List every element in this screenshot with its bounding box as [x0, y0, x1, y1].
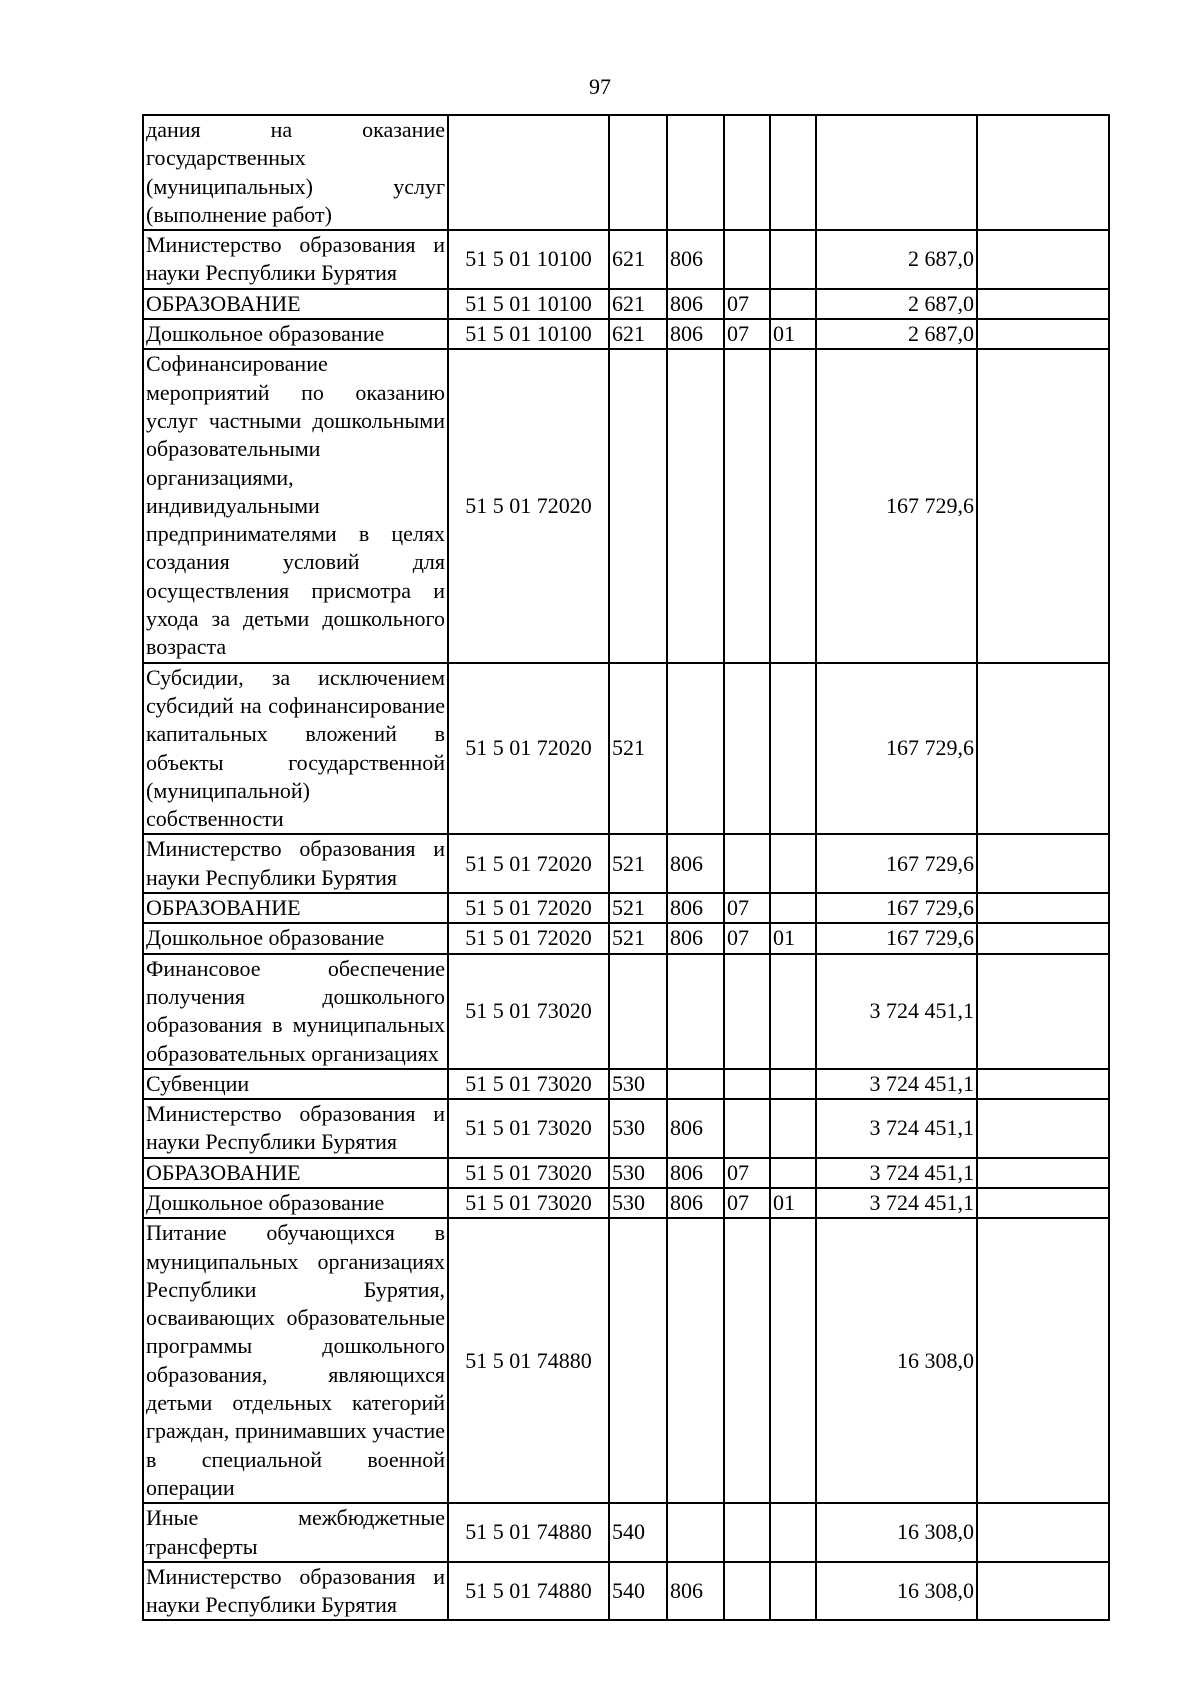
table-row: [143, 289, 1109, 319]
row-section-cell: [724, 663, 770, 835]
row-ministry-code-cell: [667, 954, 724, 1069]
row-section-cell: [724, 230, 770, 289]
row-name-cell: Министерство образования и науки Республики Бурятия: [143, 1099, 448, 1158]
row-expense-type-cell: 621: [609, 230, 667, 289]
row-name-cell: Дошкольное образование: [143, 319, 448, 349]
row-subsection-cell: [770, 1218, 816, 1503]
row-expense-type-cell: [609, 349, 667, 662]
table-row: [143, 115, 1109, 230]
row-sum-cell: 3 724 451,1: [816, 1099, 977, 1158]
row-name-cell: Министерство образования и науки Республики Бурятия: [143, 834, 448, 893]
row-ministry-code-cell: 806: [667, 1562, 724, 1621]
row-code-cell: 51 5 01 74880: [448, 1503, 609, 1562]
row-name-cell: ОБРАЗОВАНИЕ: [143, 289, 448, 319]
row-extra-cell: [977, 1503, 1109, 1562]
row-extra-cell: [977, 319, 1109, 349]
row-expense-type-cell: [609, 954, 667, 1069]
row-expense-type-cell: [609, 115, 667, 230]
table-row: [143, 1099, 1109, 1158]
row-ministry-code-cell: 806: [667, 1099, 724, 1158]
row-ministry-code-cell: 806: [667, 289, 724, 319]
row-ministry-code-cell: [667, 115, 724, 230]
row-subsection-cell: [770, 349, 816, 662]
row-ministry-code-cell: 806: [667, 230, 724, 289]
row-extra-cell: [977, 230, 1109, 289]
row-expense-type-cell: [609, 1218, 667, 1503]
page-number: 97: [589, 74, 611, 99]
row-sum-cell: 2 687,0: [816, 289, 977, 319]
row-extra-cell: [977, 1099, 1109, 1158]
row-ministry-code-cell: [667, 349, 724, 662]
row-extra-cell: [977, 893, 1109, 923]
row-name-cell: Дошкольное образование: [143, 1188, 448, 1218]
row-subsection-cell: 01: [770, 923, 816, 953]
row-sum-cell: 167 729,6: [816, 834, 977, 893]
row-expense-type-cell: 530: [609, 1158, 667, 1188]
row-sum-cell: 16 308,0: [816, 1218, 977, 1503]
row-subsection-cell: [770, 115, 816, 230]
row-ministry-code-cell: 806: [667, 319, 724, 349]
row-name-cell: дания на оказание государственных (муниципальных) услуг (выполнение работ): [143, 115, 448, 230]
row-name-cell: Дошкольное образование: [143, 923, 448, 953]
row-expense-type-cell: 521: [609, 663, 667, 835]
row-expense-type-cell: 540: [609, 1503, 667, 1562]
table-row: [143, 1218, 1109, 1503]
row-section-cell: [724, 115, 770, 230]
row-code-cell: 51 5 01 73020: [448, 1158, 609, 1188]
row-ministry-code-cell: [667, 1503, 724, 1562]
row-name-cell: Субвенции: [143, 1069, 448, 1099]
row-name-cell: Питание обучающихся в муниципальных организациях Республики Бурятия, осваивающих образовательные программы дошкольного образования, являющихся детьми отдельных категорий граждан, принимавших участие в специальной военной операции: [143, 1218, 448, 1503]
row-code-cell: 51 5 01 73020: [448, 1099, 609, 1158]
table-row: [143, 1188, 1109, 1218]
row-subsection-cell: 01: [770, 1188, 816, 1218]
row-extra-cell: [977, 663, 1109, 835]
row-section-cell: 07: [724, 289, 770, 319]
row-ministry-code-cell: 806: [667, 1188, 724, 1218]
row-code-cell: 51 5 01 10100: [448, 230, 609, 289]
row-extra-cell: [977, 349, 1109, 662]
row-subsection-cell: [770, 893, 816, 923]
row-section-cell: 07: [724, 923, 770, 953]
row-name-cell: Финансовое обеспечение получения дошкольного образования в муниципальных образовательных организациях: [143, 954, 448, 1069]
table-row: [143, 349, 1109, 662]
row-name-cell: Министерство образования и науки Республики Бурятия: [143, 230, 448, 289]
table-row: [143, 923, 1109, 953]
row-section-cell: 07: [724, 1158, 770, 1188]
row-code-cell: 51 5 01 72020: [448, 663, 609, 835]
row-extra-cell: [977, 1069, 1109, 1099]
row-extra-cell: [977, 115, 1109, 230]
row-code-cell: 51 5 01 74880: [448, 1218, 609, 1503]
row-subsection-cell: [770, 1069, 816, 1099]
row-section-cell: 07: [724, 319, 770, 349]
table-row: [143, 663, 1109, 835]
row-expense-type-cell: 621: [609, 319, 667, 349]
table-row: [143, 954, 1109, 1069]
row-code-cell: 51 5 01 73020: [448, 1069, 609, 1099]
row-sum-cell: 167 729,6: [816, 923, 977, 953]
row-section-cell: 07: [724, 893, 770, 923]
row-section-cell: [724, 1503, 770, 1562]
row-extra-cell: [977, 1218, 1109, 1503]
row-expense-type-cell: 621: [609, 289, 667, 319]
row-extra-cell: [977, 834, 1109, 893]
row-sum-cell: 3 724 451,1: [816, 1158, 977, 1188]
row-section-cell: [724, 1069, 770, 1099]
row-code-cell: 51 5 01 72020: [448, 349, 609, 662]
row-sum-cell: 3 724 451,1: [816, 954, 977, 1069]
row-expense-type-cell: 530: [609, 1188, 667, 1218]
row-expense-type-cell: 521: [609, 834, 667, 893]
row-section-cell: [724, 349, 770, 662]
row-ministry-code-cell: [667, 663, 724, 835]
row-code-cell: 51 5 01 73020: [448, 1188, 609, 1218]
row-sum-cell: 3 724 451,1: [816, 1069, 977, 1099]
row-code-cell: 51 5 01 10100: [448, 289, 609, 319]
row-subsection-cell: [770, 954, 816, 1069]
row-code-cell: 51 5 01 72020: [448, 893, 609, 923]
table-row: [143, 834, 1109, 893]
table-row: [143, 1562, 1109, 1621]
table-row: [143, 319, 1109, 349]
row-expense-type-cell: 530: [609, 1099, 667, 1158]
row-code-cell: [448, 115, 609, 230]
row-extra-cell: [977, 289, 1109, 319]
row-extra-cell: [977, 954, 1109, 1069]
row-extra-cell: [977, 923, 1109, 953]
row-subsection-cell: [770, 230, 816, 289]
row-extra-cell: [977, 1562, 1109, 1621]
row-name-cell: Софинансирование мероприятий по оказанию услуг частными дошкольными образовательными организациями, индивидуальными предпринимателями в целях создания условий для осуществления присмотра и ухода за детьми дошкольного возраста: [143, 349, 448, 662]
row-subsection-cell: [770, 1503, 816, 1562]
row-sum-cell: 2 687,0: [816, 230, 977, 289]
row-section-cell: 07: [724, 1188, 770, 1218]
row-code-cell: 51 5 01 72020: [448, 923, 609, 953]
row-ministry-code-cell: [667, 1218, 724, 1503]
table-row: [143, 893, 1109, 923]
row-section-cell: [724, 1099, 770, 1158]
row-code-cell: 51 5 01 72020: [448, 834, 609, 893]
row-section-cell: [724, 954, 770, 1069]
row-section-cell: [724, 1562, 770, 1621]
row-subsection-cell: [770, 1099, 816, 1158]
row-sum-cell: 167 729,6: [816, 893, 977, 923]
row-code-cell: 51 5 01 74880: [448, 1562, 609, 1621]
row-expense-type-cell: 540: [609, 1562, 667, 1621]
row-sum-cell: 167 729,6: [816, 663, 977, 835]
table-row: [143, 1069, 1109, 1099]
row-subsection-cell: [770, 663, 816, 835]
row-expense-type-cell: 521: [609, 923, 667, 953]
row-subsection-cell: [770, 1158, 816, 1188]
row-name-cell: ОБРАЗОВАНИЕ: [143, 893, 448, 923]
row-code-cell: 51 5 01 10100: [448, 319, 609, 349]
budget-table: [142, 114, 1110, 1621]
row-expense-type-cell: 521: [609, 893, 667, 923]
table-row: [143, 1503, 1109, 1562]
row-subsection-cell: 01: [770, 319, 816, 349]
row-subsection-cell: [770, 834, 816, 893]
row-ministry-code-cell: 806: [667, 893, 724, 923]
table-row: [143, 1158, 1109, 1188]
row-extra-cell: [977, 1188, 1109, 1218]
row-ministry-code-cell: 806: [667, 834, 724, 893]
row-sum-cell: 16 308,0: [816, 1503, 977, 1562]
row-sum-cell: [816, 115, 977, 230]
row-name-cell: Иные межбюджетные трансферты: [143, 1503, 448, 1562]
row-name-cell: Министерство образования и науки Республики Бурятия: [143, 1562, 448, 1621]
table-row: [143, 230, 1109, 289]
row-extra-cell: [977, 1158, 1109, 1188]
row-code-cell: 51 5 01 73020: [448, 954, 609, 1069]
row-ministry-code-cell: 806: [667, 1158, 724, 1188]
row-sum-cell: 16 308,0: [816, 1562, 977, 1621]
row-section-cell: [724, 834, 770, 893]
row-ministry-code-cell: [667, 1069, 724, 1099]
row-sum-cell: 167 729,6: [816, 349, 977, 662]
row-sum-cell: 2 687,0: [816, 319, 977, 349]
row-name-cell: Субсидии, за исключением субсидий на софинансирование капитальных вложений в объекты государственной (муниципальной) собственности: [143, 663, 448, 835]
row-ministry-code-cell: 806: [667, 923, 724, 953]
row-expense-type-cell: 530: [609, 1069, 667, 1099]
row-subsection-cell: [770, 289, 816, 319]
row-name-cell: ОБРАЗОВАНИЕ: [143, 1158, 448, 1188]
row-sum-cell: 3 724 451,1: [816, 1188, 977, 1218]
row-section-cell: [724, 1218, 770, 1503]
row-subsection-cell: [770, 1562, 816, 1621]
